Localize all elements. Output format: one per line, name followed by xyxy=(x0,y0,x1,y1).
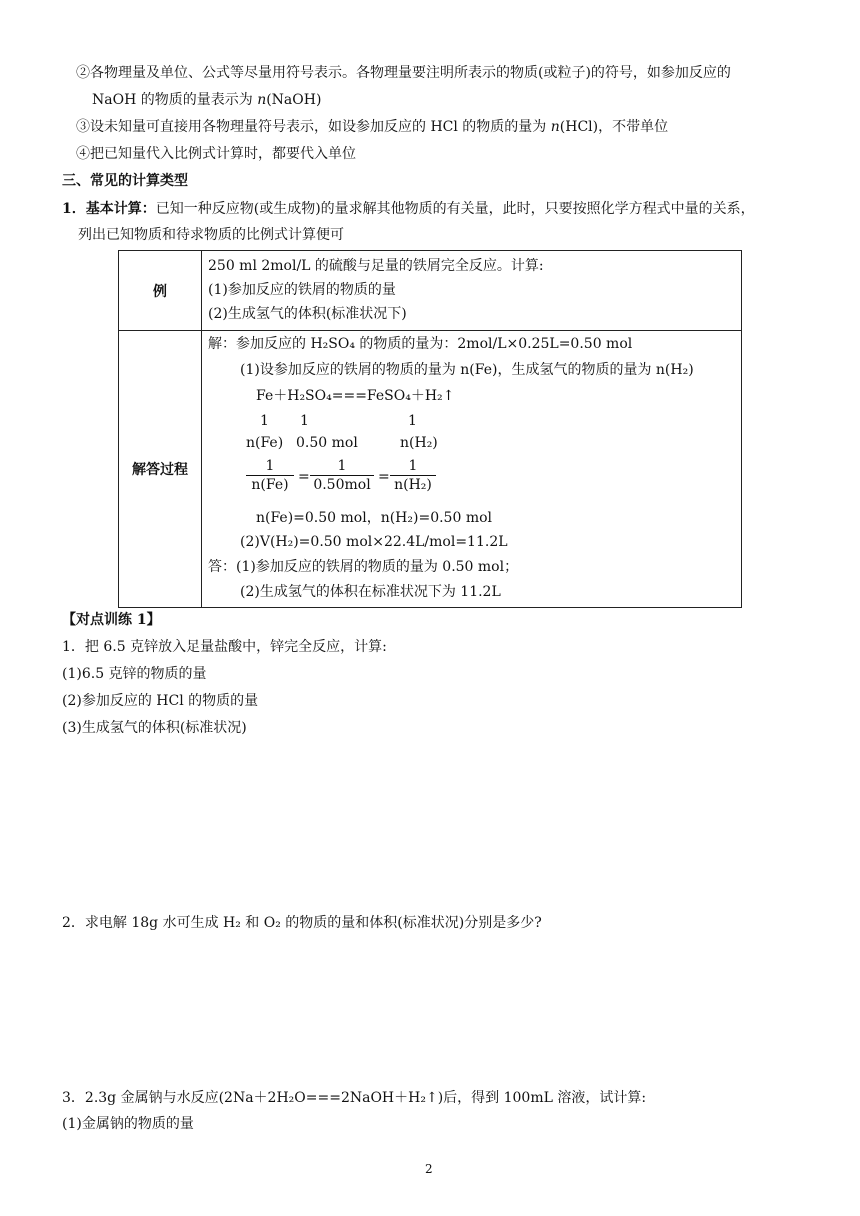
item1-line2: 列出已知物质和待求物质的比例式计算便可 xyxy=(78,227,344,243)
amount-h2so4: 0.50 mol xyxy=(296,435,358,451)
rule-2-line1: ②各物理量及单位、公式等尽量用符号表示。各物理量要注明所表示的物质(或粒子)的符号，如参加反应的 xyxy=(76,65,731,81)
example-line2: (1)参加反应的铁屑的物质的量 xyxy=(208,282,396,298)
solution-results: n(Fe)=0.50 mol，n(H₂)=0.50 mol xyxy=(256,510,493,526)
section-heading: 三、常见的计算类型 xyxy=(62,173,188,189)
amount-h2: n(H₂) xyxy=(400,435,438,451)
example-table xyxy=(118,250,742,608)
solution-volume: (2)V(H₂)=0.50 mol×22.4L/mol=11.2L xyxy=(240,534,508,550)
question-3: 3．2.3g 金属钠与水反应(2Na＋2H₂O===2NaOH＋H₂↑)后，得到 100mL 溶液，试计算: xyxy=(62,1090,647,1106)
example-cell xyxy=(202,251,742,331)
coef-h2so4: 1 xyxy=(300,413,309,429)
question-1: 1．把 6.5 克锌放入足量盐酸中，锌完全反应，计算: xyxy=(62,639,387,655)
amount-fe: n(Fe) xyxy=(246,435,284,451)
question-1c: (3)生成氢气的体积(标准状况) xyxy=(62,720,247,736)
answer-1: 答：(1)参加反应的铁屑的物质的量为 0.50 mol； xyxy=(208,559,519,575)
rule-2-line2: NaOH 的物质的量表示为 n(NaOH) xyxy=(92,92,322,108)
question-1b: (2)参加反应的 HCl 的物质的量 xyxy=(62,693,259,709)
fraction-h2so4: 1 0.50mol xyxy=(310,457,374,494)
answer-2: (2)生成氢气的体积在标准状况下为 11.2L xyxy=(240,584,501,600)
equals-sign-1: = xyxy=(298,469,310,485)
solution-step1: 解：参加反应的 H₂SO₄ 的物质的量为：2mol/L×0.25L=0.50 mol xyxy=(208,336,633,352)
page-number: 2 xyxy=(425,1162,433,1176)
example-line3: (2)生成氢气的体积(标准状况下) xyxy=(208,306,407,322)
solution-label: 解答过程 xyxy=(119,331,202,608)
item1-line1: 1．基本计算：已知一种反应物(或生成物)的量求解其他物质的有关量，此时，只要按照化学方程式中量的关系， xyxy=(62,201,755,217)
question-2: 2．求电解 18g 水可生成 H₂ 和 O₂ 的物质的量和体积(标准状况)分别是多少? xyxy=(62,915,542,931)
fraction-fe: $\frac{1}{n(Fe)}$ xyxy=(246,457,294,494)
coef-fe: 1 xyxy=(260,413,269,429)
example-label: 例 xyxy=(119,251,202,331)
question-3a: (1)金属钠的物质的量 xyxy=(62,1116,194,1132)
coef-h2: 1 xyxy=(408,413,417,429)
question-1a: (1)6.5 克锌的物质的量 xyxy=(62,666,207,682)
solution-cell xyxy=(202,331,742,608)
reaction-equation: Fe＋H₂SO₄===FeSO₄＋H₂↑ xyxy=(256,388,455,404)
rule-3: ③设未知量可直接用各物理量符号表示，如设参加反应的 HCl 的物质的量为 n(HCl)，不带单位 xyxy=(76,119,669,135)
rule-4: ④把已知量代入比例式计算时，都要代入单位 xyxy=(76,146,356,162)
solution-step2: (1)设参加反应的铁屑的物质的量为 n(Fe)，生成氢气的物质的量为 n(H₂) xyxy=(240,362,694,378)
fraction-h2: $\frac{1}{\text{n(H₂)}}$ xyxy=(390,457,436,494)
equals-sign-2: = xyxy=(378,469,390,485)
example-line1: 250 ml 2mol/L 的硫酸与足量的铁屑完全反应。计算: xyxy=(208,258,544,274)
practice-heading: 【对点训练 1】 xyxy=(62,612,161,628)
